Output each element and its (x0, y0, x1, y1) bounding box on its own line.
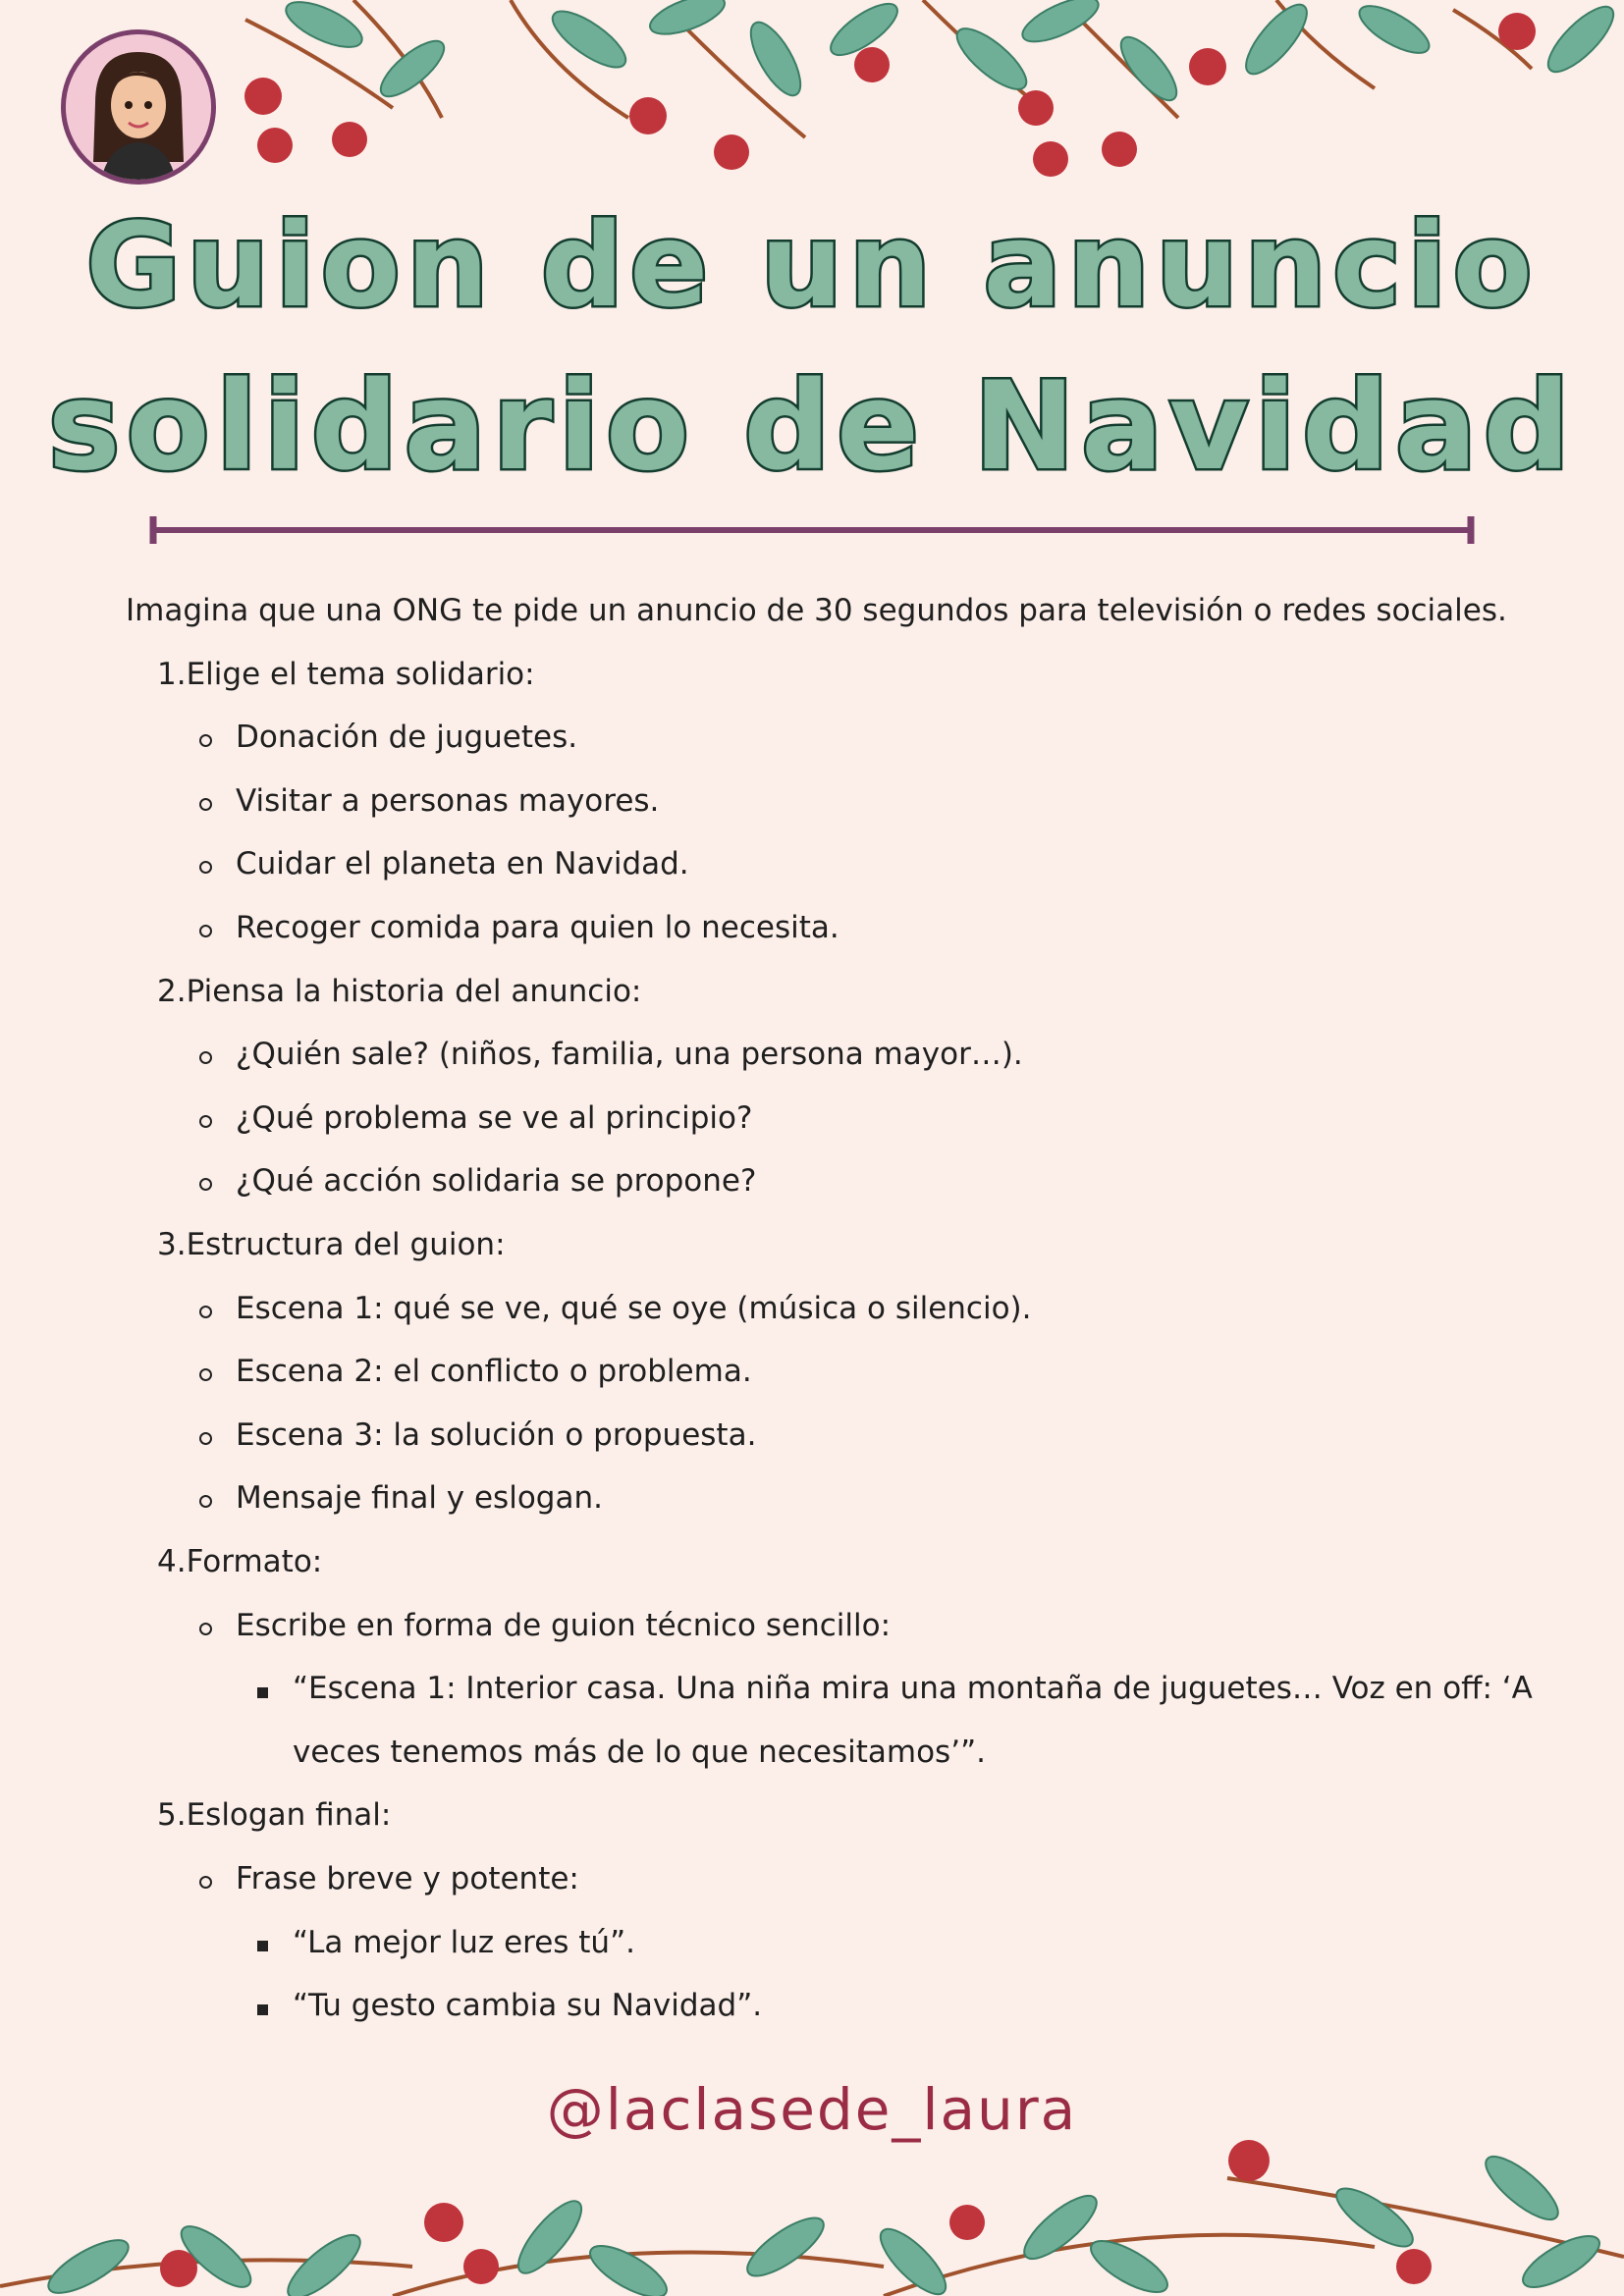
step-2-label: 2.Piensa la historia del anuncio: (157, 973, 642, 1009)
title-divider (149, 512, 1475, 548)
circle-bullet-icon (199, 1178, 212, 1191)
author-handle: @laclasede_laura (546, 2076, 1078, 2143)
circle-bullet-icon (199, 1051, 212, 1064)
list-item: Visitar a personas mayores. (236, 782, 660, 819)
list-item: ¿Quién sale? (niños, familia, una persona mayor…). (236, 1037, 1023, 1073)
circle-bullet-icon (199, 1495, 212, 1508)
square-bullet-icon (257, 1687, 268, 1698)
list-item: ¿Qué problema se ve al principio? (236, 1099, 753, 1136)
list-item: ¿Qué acción solidaria se propone? (236, 1163, 757, 1200)
circle-bullet-icon (199, 1306, 212, 1318)
list-item: Frase breve y potente: (236, 1861, 579, 1896)
step-4-label: 4.Formato: (157, 1544, 323, 1579)
sub-list-item: “Escena 1: Interior casa. Una niña mira una montaña de juguetes… Voz en off: ‘A (293, 1671, 1533, 1707)
list-item: Recoger comida para quien lo necesita. (236, 910, 839, 945)
bottom-holly-decoration (0, 2100, 1624, 2296)
circle-bullet-icon (199, 861, 212, 874)
circle-bullet-icon (199, 1368, 212, 1381)
square-bullet-icon (257, 1941, 268, 1951)
list-item: Donación de juguetes. (236, 720, 578, 756)
list-item: Escena 2: el conflicto o problema. (236, 1354, 752, 1390)
step-3-label: 3.Estructura del guion: (157, 1227, 506, 1262)
circle-bullet-icon (199, 798, 212, 811)
square-bullet-icon (257, 2004, 268, 2015)
list-item: Escribe en forma de guion técnico sencillo: (236, 1607, 892, 1643)
circle-bullet-icon (199, 734, 212, 747)
circle-bullet-icon (199, 1876, 212, 1889)
top-holly-decoration (0, 0, 1624, 206)
circle-bullet-icon (199, 925, 212, 937)
list-item: Cuidar el planeta en Navidad. (236, 846, 689, 882)
list-item: Mensaje final y eslogan. (236, 1480, 603, 1517)
title-line-1: Guion de un anuncio (85, 197, 1539, 333)
step-1-label: 1.Elige el tema solidario: (157, 656, 535, 692)
author-avatar (61, 29, 216, 185)
list-item: Escena 1: qué se ve, qué se oye (música o silencio). (236, 1290, 1032, 1326)
circle-bullet-icon (199, 1623, 212, 1635)
sub-list-item: “La mejor luz eres tú”. (293, 1924, 635, 1960)
circle-bullet-icon (199, 1432, 212, 1445)
sub-list-item: “Tu gesto cambia su Navidad”. (293, 1988, 763, 2024)
intro-text: Imagina que una ONG te pide un anuncio de 30 segundos para televisión o redes sociales. (126, 593, 1507, 628)
step-5-label: 5.Eslogan final: (157, 1797, 392, 1834)
title-line-2: solidario de Navidad (47, 356, 1577, 498)
circle-bullet-icon (199, 1115, 212, 1128)
list-item: Escena 3: la solución o propuesta. (236, 1416, 757, 1453)
sub-list-item-continued: veces tenemos más de lo que necesitamos’”. (293, 1734, 986, 1770)
